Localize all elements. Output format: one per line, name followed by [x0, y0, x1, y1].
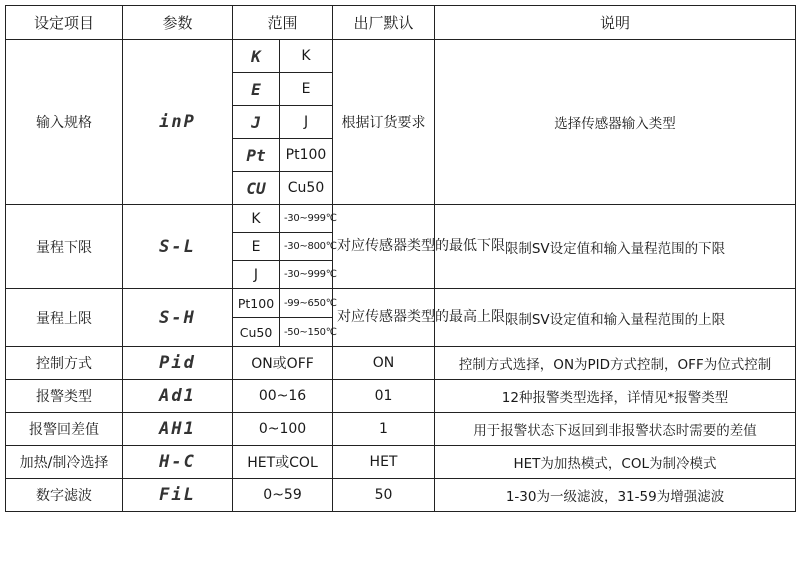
range-limits: -30~999℃ [280, 261, 333, 289]
item-cell: 量程上限 [6, 289, 123, 347]
table-row [6, 40, 796, 73]
parameter-spec-table [5, 5, 796, 512]
item-cell: 报警类型 [6, 380, 123, 413]
range-limits: -30~999℃ [280, 205, 333, 233]
description-cell: 12种报警类型选择，详情见*报警类型 [435, 380, 796, 413]
spec-table-wrapper [5, 5, 796, 512]
range-cell: ON或OFF [233, 347, 333, 380]
default-cell: 根据订货要求 [333, 40, 435, 205]
table-row [6, 380, 796, 413]
default-cell: HET [333, 446, 435, 479]
range-type: E [233, 233, 280, 261]
param-code: AH1 [123, 413, 233, 446]
param-code: S-H [123, 289, 233, 347]
item-cell: 控制方式 [6, 347, 123, 380]
range-cell: 0~59 [233, 479, 333, 512]
default-cell: 对应传感器类型的最低下限 [333, 205, 435, 289]
header-default: 出厂默认 [333, 6, 435, 40]
item-cell: 输入规格 [6, 40, 123, 205]
item-cell: 量程下限 [6, 205, 123, 289]
description-cell: 1-30为一级滤波，31-59为增强滤波 [435, 479, 796, 512]
table-row [6, 479, 796, 512]
param-code: S-L [123, 205, 233, 289]
range-limits: -30~800℃ [280, 233, 333, 261]
range-type: J [233, 261, 280, 289]
default-cell: ON [333, 347, 435, 380]
range-value: E [280, 73, 333, 106]
range-symbol: J [233, 106, 280, 139]
item-cell: 加热/制冷选择 [6, 446, 123, 479]
description-cell: 选择传感器输入类型 [435, 40, 796, 205]
param-code: H-C [123, 446, 233, 479]
header-item: 设定项目 [6, 6, 123, 40]
description-cell: HET为加热模式，COL为制冷模式 [435, 446, 796, 479]
param-code: FiL [123, 479, 233, 512]
range-limits: -99~650℃ [280, 289, 333, 318]
table-row [6, 205, 796, 233]
param-code: inP [123, 40, 233, 205]
table-row [6, 446, 796, 479]
range-symbol: K [233, 40, 280, 73]
table-row [6, 347, 796, 380]
range-value: K [280, 40, 333, 73]
range-symbol: Pt [233, 139, 280, 172]
range-type: Pt100 [233, 289, 280, 318]
range-symbol: E [233, 73, 280, 106]
range-value: Cu50 [280, 172, 333, 205]
range-value: J [280, 106, 333, 139]
description-cell: 限制SV设定值和输入量程范围的下限 [435, 205, 796, 289]
range-cell: HET或COL [233, 446, 333, 479]
default-cell: 50 [333, 479, 435, 512]
header-param: 参数 [123, 6, 233, 40]
header-description: 说明 [435, 6, 796, 40]
range-cell: 00~16 [233, 380, 333, 413]
table-row [6, 413, 796, 446]
range-value: Pt100 [280, 139, 333, 172]
description-cell: 用于报警状态下返回到非报警状态时需要的差值 [435, 413, 796, 446]
range-limits: -50~150℃ [280, 318, 333, 347]
item-cell: 数字滤波 [6, 479, 123, 512]
range-symbol: CU [233, 172, 280, 205]
range-type: Cu50 [233, 318, 280, 347]
description-cell: 控制方式选择，ON为PID方式控制，OFF为位式控制 [435, 347, 796, 380]
header-row [6, 6, 796, 40]
param-code: Pid [123, 347, 233, 380]
description-cell: 限制SV设定值和输入量程范围的上限 [435, 289, 796, 347]
range-type: K [233, 205, 280, 233]
table-row [6, 289, 796, 318]
param-code: Ad1 [123, 380, 233, 413]
default-cell: 对应传感器类型的最高上限 [333, 289, 435, 347]
header-range: 范围 [233, 6, 333, 40]
range-cell: 0~100 [233, 413, 333, 446]
default-cell: 1 [333, 413, 435, 446]
default-cell: 01 [333, 380, 435, 413]
item-cell: 报警回差值 [6, 413, 123, 446]
